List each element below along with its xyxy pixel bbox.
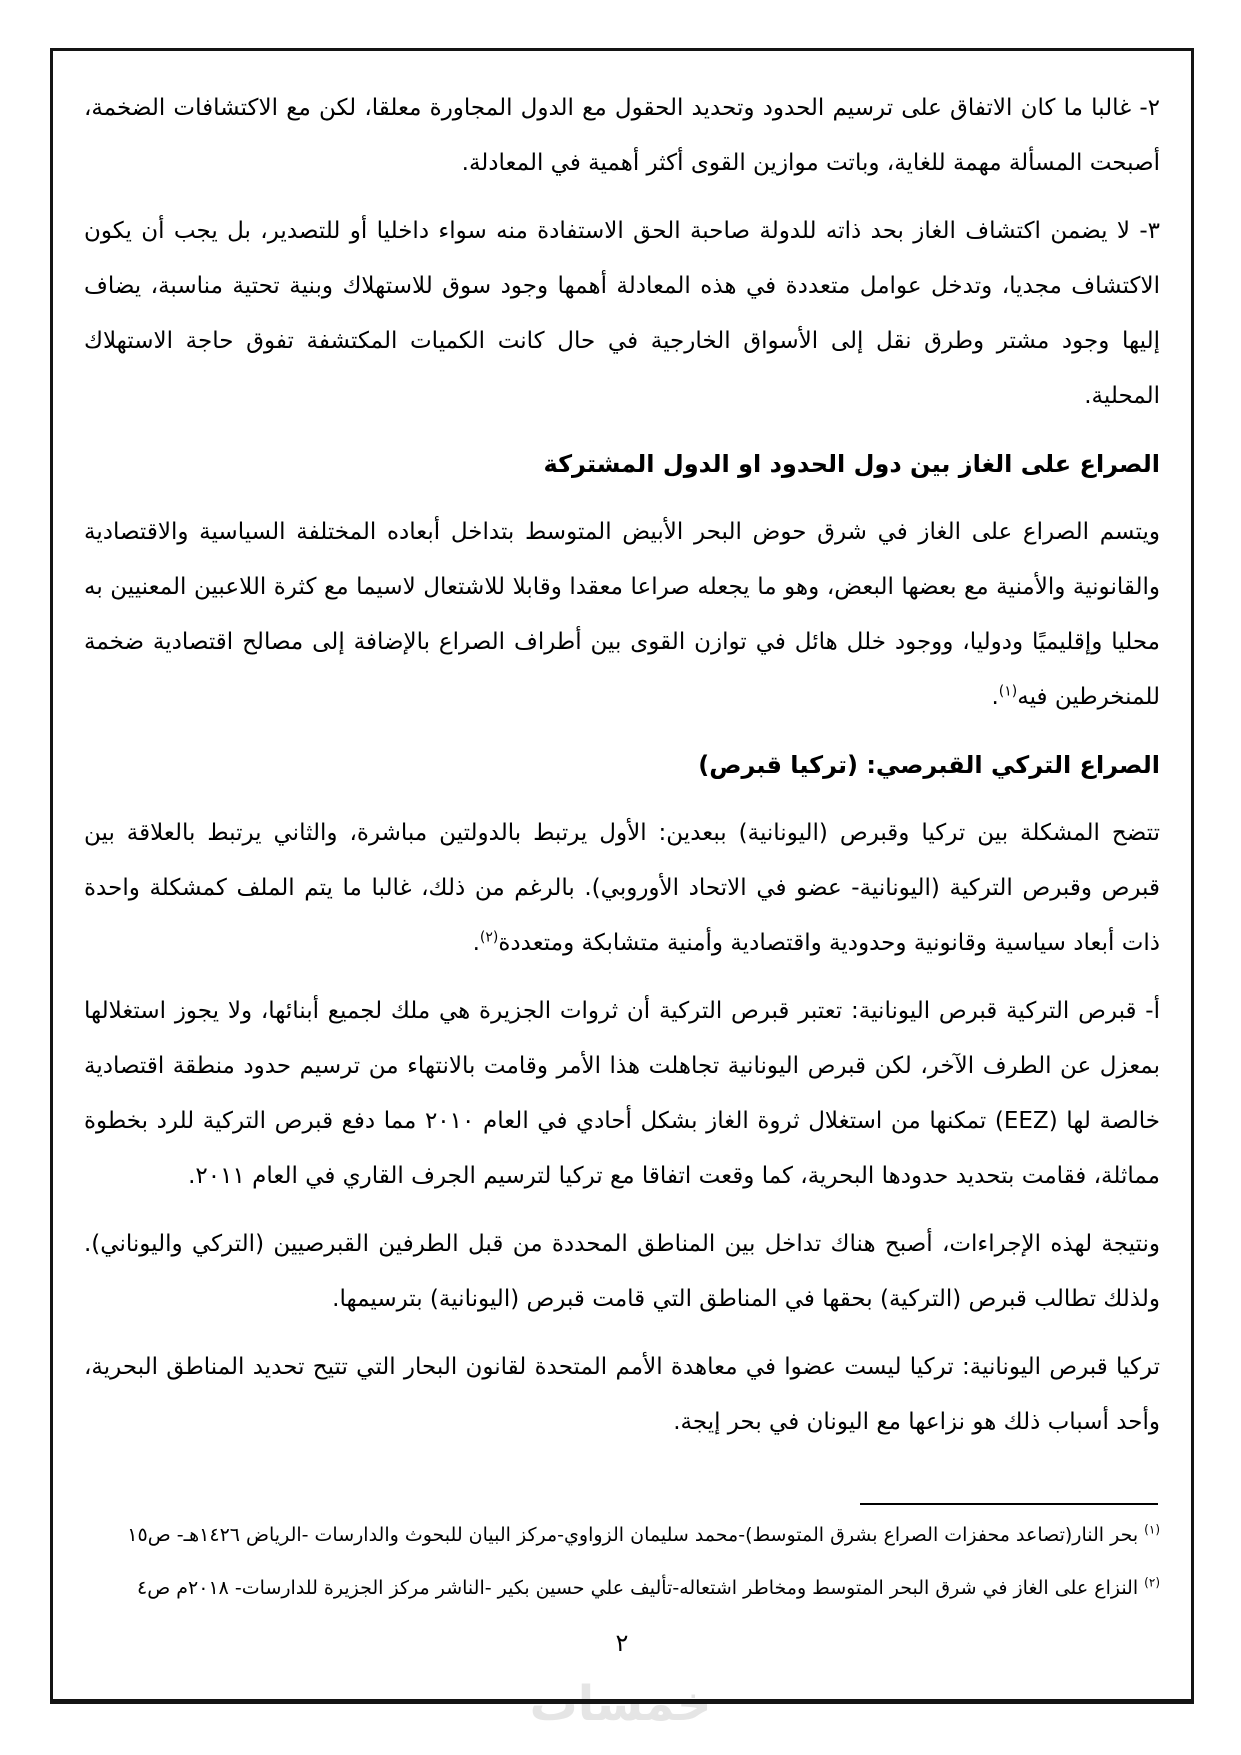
footnote-1-marker: (١): [1144, 1522, 1160, 1537]
khamsat-watermark: خمسات: [529, 1676, 712, 1732]
document-body: [84, 81, 1160, 1463]
paragraph-overlap-result: ونتيجة لهذه الإجراءات، أصبح هناك تداخل بين المناطق المحددة من قبل الطرفين القبرصيين (التركي واليوناني). ولذلك تطالب قبرص (التركية) بحقها في المناطق التي قامت قبرص (اليونانية) بترسيمها.: [84, 1231, 1160, 1312]
footnote-ref-1: (١): [998, 683, 1018, 700]
section-heading-gas-conflict: الصراع على الغاز بين دول الحدود او الدول المشتركة: [543, 450, 1160, 478]
footnote-1-text: بحر النار(تصاعد محفزات الصراع بشرق المتوسط)-محمد سليمان الزواوي-مركز البيان للبحوث والدارسات -الرياض ١٤٢٦هـ- ص١٥: [127, 1524, 1145, 1546]
paragraph-point-3: ٣- لا يضمن اكتشاف الغاز بحد ذاته للدولة صاحبة الحق الاستفادة منه سواء داخليا أو للتصدير، بل يجب أن يكون الاكتشاف مجديا، وتدخل عوامل متعددة في هذه المعادلة أهمها وجود سوق للاستهلاك وبنية تحتية مناسبة، يضاف إليها وجود مشتر وطرق نقل إلى الأسواق الخارجية في حال كانت الكميات المكتشفة تفوق حاجة الاستهلاك المحلية.: [84, 218, 1160, 409]
footnote-2: [84, 1562, 1160, 1615]
footnote-ref-2: (٢): [479, 929, 499, 946]
paragraph-text: ويتسم الصراع على الغاز في شرق حوض البحر الأبيض المتوسط بتداخل أبعاده المختلفة السياسية والاقتصادية والقانونية والأمنية مع بعضها البعض، وهو ما يجعله صراعا معقدا وقابلا للاشتعال لاسيما مع كثرة اللاعبين المعنيين به محليا وإقليميًا ودوليا، ووجود خلل هائل في توازن القوى بين أطراف الصراع بالإضافة إلى مصالح اقتصادية ضخمة للمنخرطين فيه: [84, 519, 1160, 710]
footnote-1: [84, 1509, 1160, 1562]
paragraph-turkish-cyprus-position: أ- قبرص التركية قبرص اليونانية: تعتبر قبرص التركية أن ثروات الجزيرة هي ملك لجميع أبنائها، ولا يجوز استغلالها بمعزل عن الطرف الآخر، لكن قبرص اليونانية تجاهلت هذا الأمر وقامت بالانتهاء من ترسيم حدود منطقة اقتصادية خالصة لها (EEZ) تمكنها من استغلال ثروة الغاز بشكل أحادي في العام ٢٠١٠ مما دفع قبرص التركية للرد بخطوة مماثلة، فقامت بتحديد حدودها البحرية، كما وقعت اتفاقا مع تركيا لترسيم الجرف القاري في العام ٢٠١١.: [84, 998, 1160, 1189]
paragraph-text: .: [991, 684, 999, 710]
paragraph-turkey-unclos: تركيا قبرص اليونانية: تركيا ليست عضوا في معاهدة الأمم المتحدة لقانون البحار التي تتيح تحديد المناطق البحرية، وأحد أسباب ذلك هو نزاعها مع اليونان في بحر إيجة.: [84, 1354, 1160, 1435]
footnote-separator: [860, 1503, 1158, 1505]
paragraph-problem-dimensions: [84, 806, 1160, 971]
paragraph-text: تتضح المشكلة بين تركيا وقبرص (اليونانية) ببعدين: الأول يرتبط بالدولتين مباشرة، والثاني يرتبط بالعلاقة بين قبرص وقبرص التركية (اليونانية- عضو في الاتحاد الأوروبي). بالرغم من ذلك، غالبا ما يتم الملف كمشكلة واحدة ذات أبعاد سياسية وقانونية وحدودية واقتصادية وأمنية متشابكة ومتعددة: [84, 820, 1160, 956]
paragraph-text: .: [472, 930, 480, 956]
paragraph-point-2: ٢- غالبا ما كان الاتفاق على ترسيم الحدود وتحديد الحقول مع الدول المجاورة معلقا، لكن مع الاكتشافات الضخمة، أصبحت المسألة مهمة للغاية، وباتت موازين القوى أكثر أهمية في المعادلة.: [84, 95, 1160, 176]
paragraph-conflict-nature: [84, 505, 1160, 725]
page-border-frame: [50, 48, 1194, 1704]
footnote-area: [84, 1503, 1160, 1615]
footnote-2-marker: (٢): [1144, 1575, 1160, 1590]
page-number: ٢: [615, 1629, 629, 1657]
section-heading-turkish-cypriot-conflict: الصراع التركي القبرصي: (تركيا قبرص): [698, 751, 1160, 779]
footnote-2-text: النزاع على الغاز في شرق البحر المتوسط ومخاطر اشتعاله-تأليف علي حسين بكير -الناشر مركز الجزيرة للدارسات- ٢٠١٨م ص٤: [137, 1577, 1145, 1599]
